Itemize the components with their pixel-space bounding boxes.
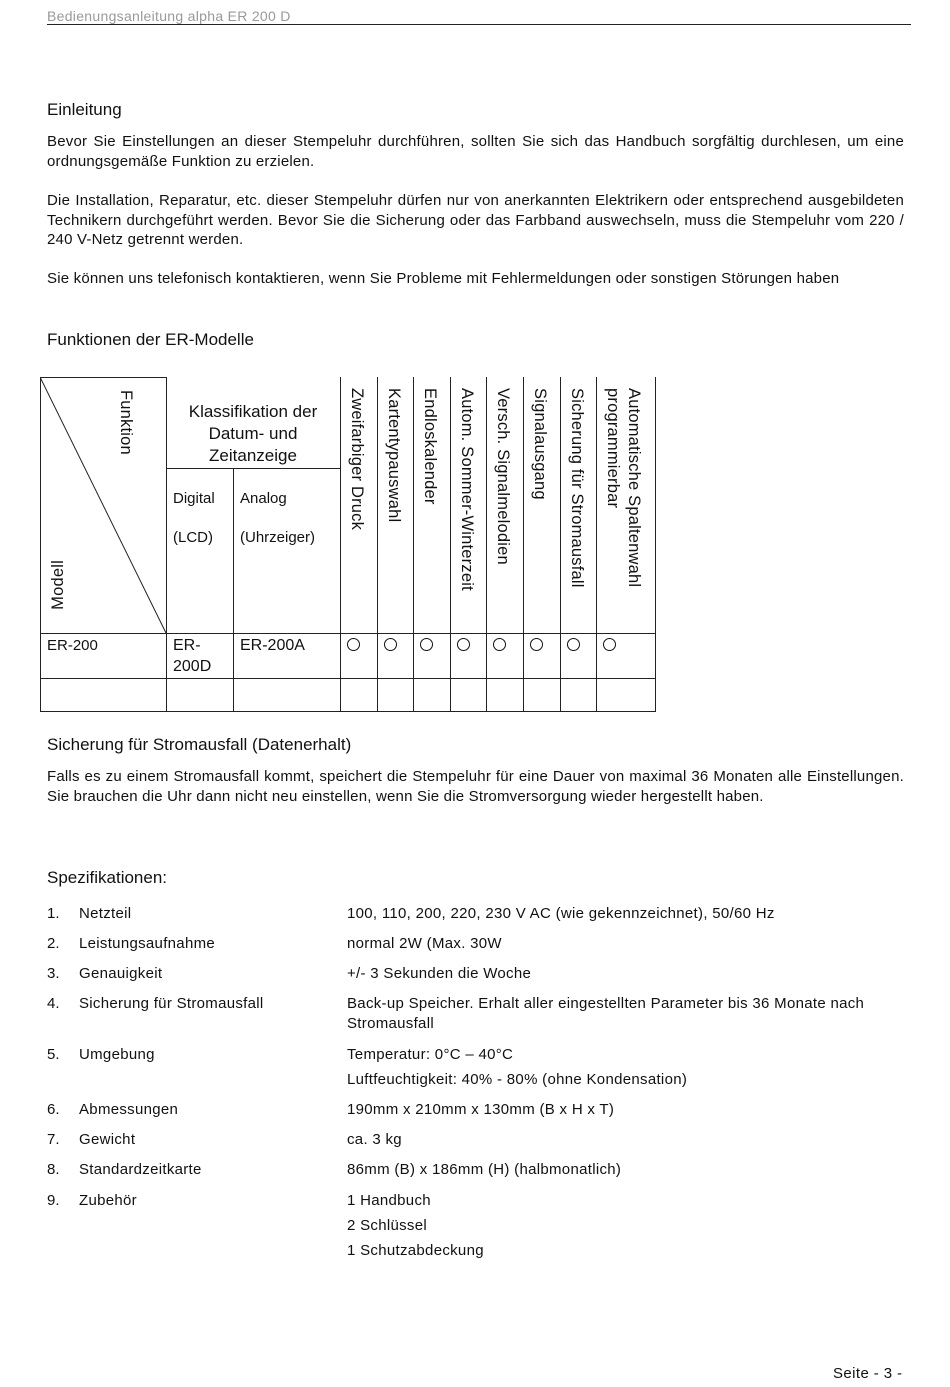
feature-mark (457, 638, 470, 651)
spec-label: Standardzeitkarte (79, 1161, 202, 1178)
spec-value: 86mm (B) x 186mm (H) (halbmonatlich) (347, 1161, 622, 1178)
table-line (377, 377, 378, 712)
table-line (413, 377, 414, 712)
column-header: Versch. Signalmelodien (494, 388, 512, 565)
feature-mark (567, 638, 580, 651)
digital-header: Digital (173, 490, 215, 507)
column-header: Signalausgang (531, 388, 549, 500)
table-line (450, 377, 451, 712)
page-number: Seite - 3 - (833, 1365, 903, 1382)
column-header: Zweifarbiger Druck (348, 388, 366, 531)
spec-number: 5. (47, 1046, 60, 1063)
spec-number: 3. (47, 965, 60, 982)
feature-mark (384, 638, 397, 651)
table-line (40, 711, 655, 712)
column-header: Endloskalender (421, 388, 439, 505)
spec-label: Zubehör (79, 1192, 137, 1209)
table-line (655, 377, 656, 712)
analog-header: Analog (240, 490, 287, 507)
classification-header: Klassifikation der Datum- und Zeitanzeige (188, 402, 318, 465)
feature-mark (530, 638, 543, 651)
analog-cell: ER-200A (240, 637, 305, 654)
model-cell: ER-200 (47, 637, 98, 654)
spec-number: 7. (47, 1131, 60, 1148)
spec-number: 1. (47, 905, 60, 922)
spec-value-line2: 2 Schlüssel (347, 1217, 428, 1234)
spec-number: 4. (47, 995, 60, 1012)
feature-mark (420, 638, 433, 651)
spec-label: Leistungsaufnahme (79, 935, 216, 952)
table-line (560, 377, 561, 712)
backup-paragraph: Falls es zu einem Stromausfall kommt, speichert die Stempeluhr für eine Dauer von maximal 36 Monaten alle Einstellungen. Sie brauchen die Uhr dann nicht neu einstellen, wenn Sie die Stromversorgung wieder hergestellt haben. (47, 768, 904, 805)
section-heading-backup: Sicherung für Stromausfall (Datenerhalt) (47, 735, 352, 754)
table-line (523, 377, 524, 712)
column-header: programmierbar (604, 388, 622, 509)
spec-label: Genauigkeit (79, 965, 163, 982)
digital-cell: ER- (173, 637, 201, 654)
section-heading-intro: Einleitung (47, 100, 122, 119)
table-line (40, 678, 655, 679)
spec-value: +/- 3 Sekunden die Woche (347, 965, 532, 982)
spec-number: 2. (47, 935, 60, 952)
analog-subheader: (Uhrzeiger) (240, 529, 316, 546)
column-header: Kartentypauswahl (385, 388, 403, 523)
spec-value: 100, 110, 200, 220, 230 V AC (wie gekennzeichnet), 50/60 Hz (347, 905, 775, 922)
digital-subheader: (LCD) (173, 529, 213, 546)
column-header: Autom. Sommer-Winterzeit (458, 388, 476, 591)
spec-number: 9. (47, 1192, 60, 1209)
spec-label: Abmessungen (79, 1101, 179, 1118)
digital-cell-line2: 200D (173, 658, 212, 675)
feature-mark (603, 638, 616, 651)
spec-value: Back-up Speicher. Erhalt aller eingestellten Parameter bis 36 Monate nach Stromausfall (347, 995, 865, 1032)
table-line (166, 468, 340, 469)
corner-label-model: Modell (49, 560, 67, 610)
spec-value: ca. 3 kg (347, 1131, 402, 1148)
spec-number: 6. (47, 1101, 60, 1118)
section-heading-specs: Spezifikationen: (47, 868, 168, 887)
feature-mark (493, 638, 506, 651)
intro-paragraph-3: Sie können uns telefonisch kontaktieren, wenn Sie Probleme mit Fehlermeldungen oder sonstigen Störungen haben (47, 270, 840, 287)
spec-label: Umgebung (79, 1046, 155, 1063)
spec-value-line3: 1 Schutzabdeckung (347, 1242, 484, 1259)
table-line (340, 377, 341, 712)
spec-number: 8. (47, 1161, 60, 1178)
column-header: Automatische Spaltenwahl (625, 388, 643, 588)
table-line (486, 377, 487, 712)
corner-label-function: Funktion (117, 390, 135, 455)
spec-label: Netzteil (79, 905, 132, 922)
spec-value: Temperatur: 0°C – 40°C (347, 1046, 514, 1063)
table-line (233, 468, 234, 712)
spec-label: Sicherung für Stromausfall (79, 995, 264, 1012)
section-heading-functions: Funktionen der ER-Modelle (47, 330, 254, 349)
feature-mark (347, 638, 360, 651)
spec-label: Gewicht (79, 1131, 136, 1148)
header-rule (47, 24, 911, 25)
spec-value-line2: Luftfeuchtigkeit: 40% - 80% (ohne Kondensation) (347, 1071, 688, 1088)
intro-paragraph-2: Die Installation, Reparatur, etc. dieser Stempeluhr dürfen nur von anerkannten Elektrikern oder entsprechend ausgebildeten Technikern durchgeführt werden. Bevor Sie die Sicherung oder das Farbband auswechseln, muss die Stempeluhr vom 220 / 240 V-Netz getrennt werden. (47, 192, 904, 248)
intro-paragraph-1: Bevor Sie Einstellungen an dieser Stempeluhr durchführen, sollten Sie sich das Handbuch sorgfältig durchlesen, um eine ordnungsgemäße Funktion zu erzielen. (47, 133, 904, 170)
document-header: Bedienungsanleitung alpha ER 200 D (47, 8, 291, 24)
table-line (596, 377, 597, 712)
spec-value: 190mm x 210mm x 130mm (B x H x T) (347, 1101, 615, 1118)
spec-value: normal 2W (Max. 30W (347, 935, 502, 952)
column-header: Sicherung für Stromausfall (568, 388, 586, 588)
spec-value: 1 Handbuch (347, 1192, 431, 1209)
